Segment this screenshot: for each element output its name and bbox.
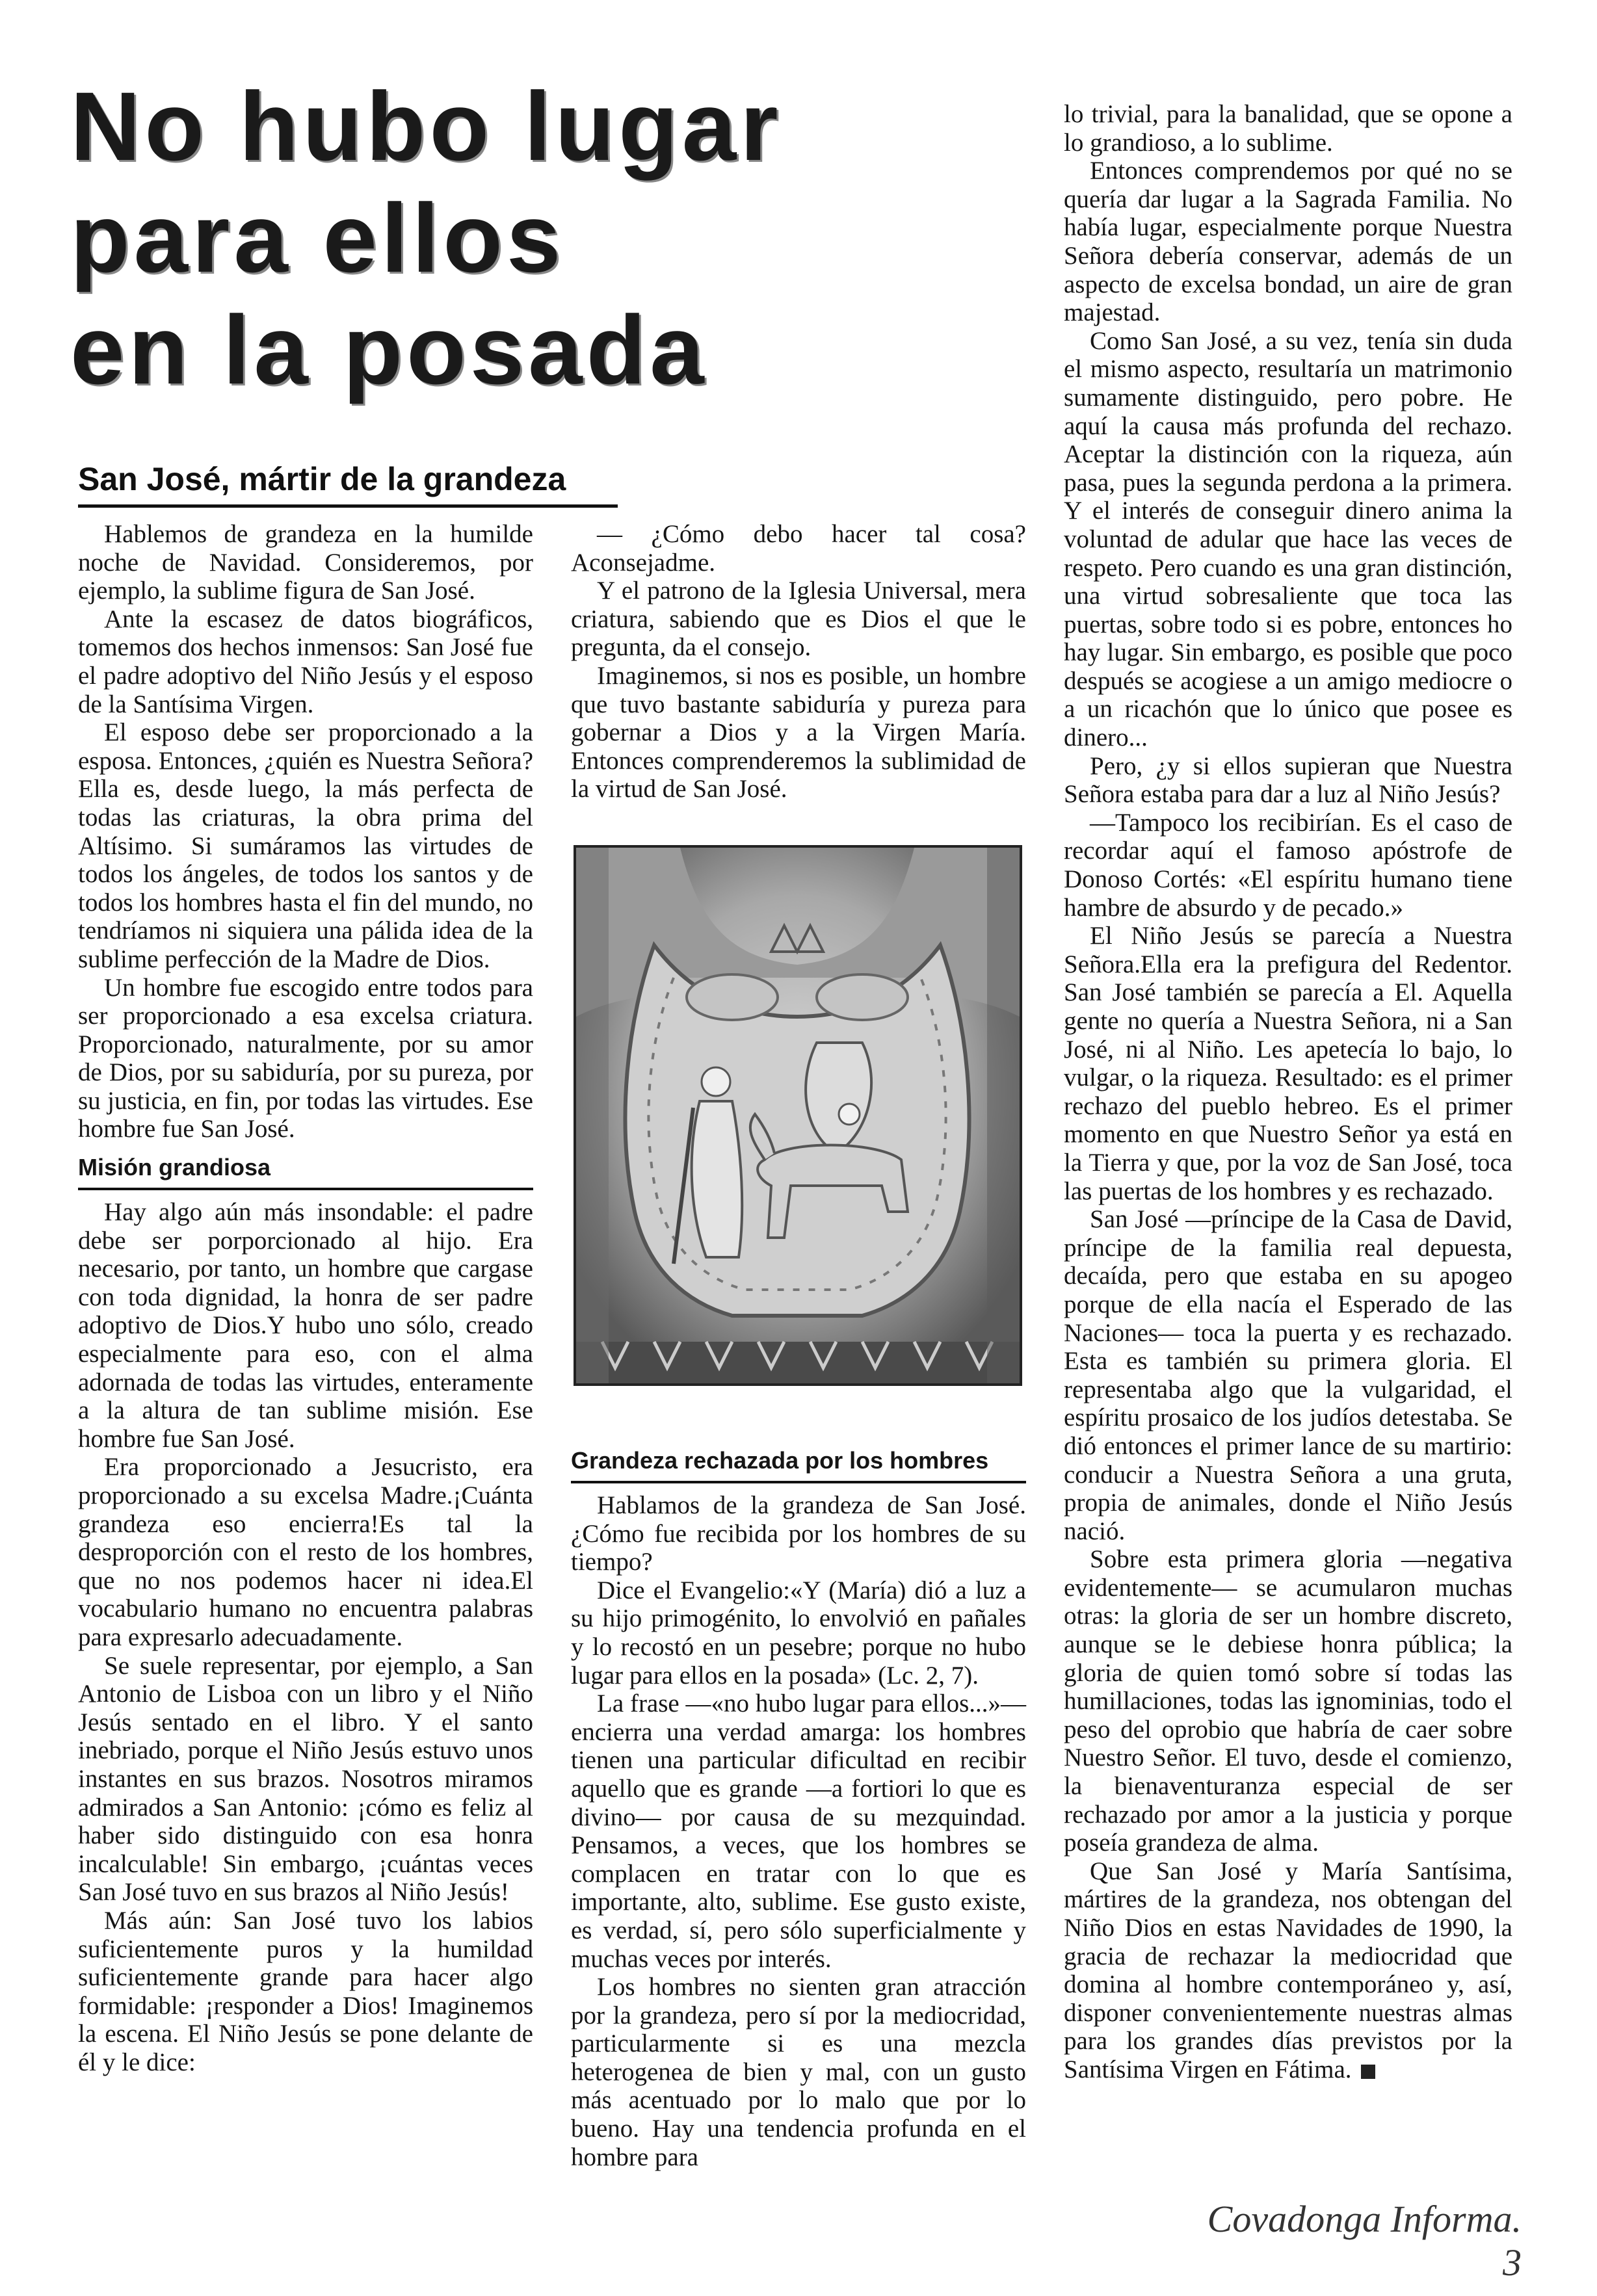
article-subtitle: San José, mártir de la grandeza <box>78 459 618 508</box>
paragraph: Se suele representar, por ejemplo, a San Antonio de Lisboa con un libro y el Niño Jesús sentado en el libro. Y el santo inebriado, porque el Niño Jesús estuvo unos instantes en sus brazos. Nosotros miramos admirados a San Antonio: ¡cómo es feliz al haber sido distinguido con esa honra incalculable! Sin embargo, ¡cuántas veces San José tuvo en sus brazos al Niño Jesús! <box>78 1651 533 1907</box>
paragraph: —Tampoco los recibirían. Es el caso de recordar aquí el famoso apóstrofe de Donoso Cortés: «El espíritu humano tiene hambre de absurdo y de pecado.» <box>1064 808 1512 922</box>
paragraph: El Niño Jesús se parecía a Nuestra Señora.Ella era la prefigura del Redentor. San José también se parecía a El. Aquella gente no quería a Nuestra Señora, ni a San José, ni al Niño. Les apetecía lo bajo, lo vulgar, o la riqueza. Resultado: es el primer rechazo del pueblo hebreo. Es el primer momento en que Nuestro Señor ya está en la Tierra y que, por la voz de San José, toca las puertas de los hombres y es rechazado. <box>1064 922 1512 1205</box>
paragraph: Entonces comprendemos por qué no se quería dar lugar a la Sagrada Familia. No había lugar, especialmente porque Nuestra Señora debería conservar, además de un aspecto de excelsa bondad, un aire de gran majestad. <box>1064 157 1512 327</box>
column-1 <box>78 520 533 2076</box>
paragraph: — ¿Cómo debo hacer tal cosa? Aconsejadme. <box>571 520 1026 577</box>
title-line-1: No hubo lugar <box>70 72 782 181</box>
paragraph: Imaginemos, si nos es posible, un hombre que tuvo bastante sabiduría y pureza para gobernar a Dios y a la Virgen María. Entonces comprenderemos la sublimidad de la virtud de San José. <box>571 661 1026 803</box>
closing-text: Que San José y María Santísima, mártires de la grandeza, nos obtengan del Niño Dios en estas Navidades de 1990, la gracia de rechazar la mediocridad que domina al hombre contemporáneo y, así, disponer convenientemente nuestras almas para los grandes días previstos por la Santísima Virgen en Fátima. <box>1064 1857 1512 2083</box>
paragraph: lo trivial, para la banalidad, que se opone a lo grandioso, a lo sublime. <box>1064 100 1512 157</box>
paragraph: Era proporcionado a Jesucristo, era proporcionado a su excelsa Madre.¡Cuánta grandeza eso encierra!Es tal la desproporción con el resto de los hombres, que no nos podemos hacer ni idea.El vocabulario humano no encuentra palabras para expresarlo adecuadamente. <box>78 1453 533 1651</box>
closing-paragraph <box>1064 1857 1512 2084</box>
paragraph: Hablamos de la grandeza de San José. ¿Cómo fue recibida por los hombres de su tiempo? <box>571 1491 1026 1576</box>
paragraph: La frase —«no hubo lugar para ellos...»— encierra una verdad amarga: los hombres tienen una particular dificultad en recibir aquello que es grande —a fortiori lo que es divino— por causa de su mezquindad. Pensamos, a veces, que los hombres se complacen en tratar con lo que es importante, alto, sublime. Ese gusto existe, es verdad, sí, pero sólo superficialmente y muchas veces por interés. <box>571 1689 1026 1973</box>
paragraph: San José —príncipe de la Casa de David, príncipe de la familia real depuesta, decaída, pero que estaba en su apogeo porque de ella nacía el Esperado de las Naciones— toca la puerta y es rechazado. Esta es también su primera gloria. El representaba algo que la vulgaridad, el espíritu prosaico de los judíos detestaba. Se dió entonces el primer lance de su martirio: conducir a Nuestra Señora a una gruta, propia de animales, donde el Niño Jesús nació. <box>1064 1205 1512 1545</box>
paragraph: Dice el Evangelio:«Y (María) dió a luz a su hijo primogénito, lo envolvió en pañales y lo recostó en un pesebre; porque no hubo lugar para ellos en la posada» (Lc. 2, 7). <box>571 1576 1026 1689</box>
title-line-2: para ellos <box>70 183 565 293</box>
section-heading-mision: Misión grandiosa <box>78 1153 533 1190</box>
end-mark-icon <box>1361 2065 1375 2079</box>
paragraph: Un hombre fue escogido entre todos para ser proporcionado a esa excelsa criatura. Proporcionado, naturalmente, por su amor de Dios, por su sabiduría, por su pureza, por su justicia, en fin, por todas las virtudes. Ese hombre fue San José. <box>78 973 533 1143</box>
carving-illustration <box>576 848 1020 1383</box>
paragraph: Más aún: San José tuvo los labios suficientemente puros y la humildad suficientemente grande para hacer algo formidable: ¡responder a Dios! Imaginemos la escena. El Niño Jesús se pone delante de él y le dice: <box>78 1906 533 2076</box>
column-2-top <box>571 520 1026 803</box>
paragraph: Hablemos de grandeza en la humilde noche de Navidad. Consideremos, por ejemplo, la sublime figura de San José. <box>78 520 533 605</box>
paragraph: Y el patrono de la Iglesia Universal, mera criatura, sabiendo que es Dios el que le pregunta, da el consejo. <box>571 577 1026 662</box>
article-title <box>70 70 981 406</box>
nativity-carving-photo <box>574 845 1022 1386</box>
page-footer: Covadonga Informa. 3 <box>1207 2198 1522 2284</box>
paragraph: Como San José, a su vez, tenía sin duda el mismo aspecto, resultaría un matrimonio sumamente distinguido, pero pobre. He aquí la causa más profunda del rechazo. Aceptar la distinción con la riqueza, aún pasa, pues la segunda perdona a la primera. Y el interés de conseguir dinero anima la voluntad de adular que hace las veces de respeto. Pero cuando es una gran distinción, una virtud sobresaliente que toca las puertas, sobre todo si es pobre, entonces ho hay lugar. Sin embargo, es posible que poco después se acogiese a un amigo mediocre o a un ricachón que lo único que posee es dinero... <box>1064 326 1512 752</box>
paragraph: Los hombres no sienten gran atracción por la grandeza, pero sí por la mediocridad, particularmente si es una mezcla heterogenea de bien y mal, con un gusto más acentuado por lo malo que por lo bueno. Hay una tendencia profunda en el hombre para <box>571 1973 1026 2171</box>
section-heading-grandeza: Grandeza rechazada por los hombres <box>571 1446 1026 1483</box>
paragraph: Ante la escasez de datos biográficos, tomemos dos hechos inmensos: San José fue el padre adoptivo del Niño Jesús y el esposo de la Santísima Virgen. <box>78 605 533 718</box>
paragraph: Pero, ¿y si ellos supieran que Nuestra Señora estaba para dar a luz al Niño Jesús? <box>1064 751 1512 809</box>
column-2-bottom <box>571 1437 1026 2171</box>
column-3 <box>1064 100 1512 2084</box>
paragraph: Sobre esta primera gloria —negativa evidentemente— se acumularon muchas otras: la gloria de ser un hombre discreto, aunque se le debiese honra pública; la gloria de quien tomó sobre sí todas las humillaciones, todas las ignominias, todo el peso del oprobio que habría de caer sobre Nuestro Señor. El tuvo, desde el comienzo, la bienaventuranza especial de ser rechazado por amor a la justicia y porque poseía grandeza de alma. <box>1064 1545 1512 1857</box>
title-line-3: en la posada <box>70 295 708 404</box>
paragraph: El esposo debe ser proporcionado a la esposa. Entonces, ¿quién es Nuestra Señora? Ella es, desde luego, la más perfecta de todas las criaturas, la obra prima del Altísimo. Si sumáramos las virtudes de todos los ángeles, de todos los santos y de todos los hombres hasta el fin del mundo, no tendríamos ni siquiera una pálida idea de la sublime perfección de la Madre de Dios. <box>78 718 533 973</box>
paragraph: Hay algo aún más insondable: el padre debe ser porporcionado al hijo. Era necesario, por tanto, un hombre que cargase con toda dignidad, la honra de ser padre adoptivo de Dios.Y hubo uno sólo, creado especialmente para eso, con el alma adornada de todas las virtudes, enteramente a la altura de tan sublime misión. Ese hombre fue San José. <box>78 1198 533 1453</box>
